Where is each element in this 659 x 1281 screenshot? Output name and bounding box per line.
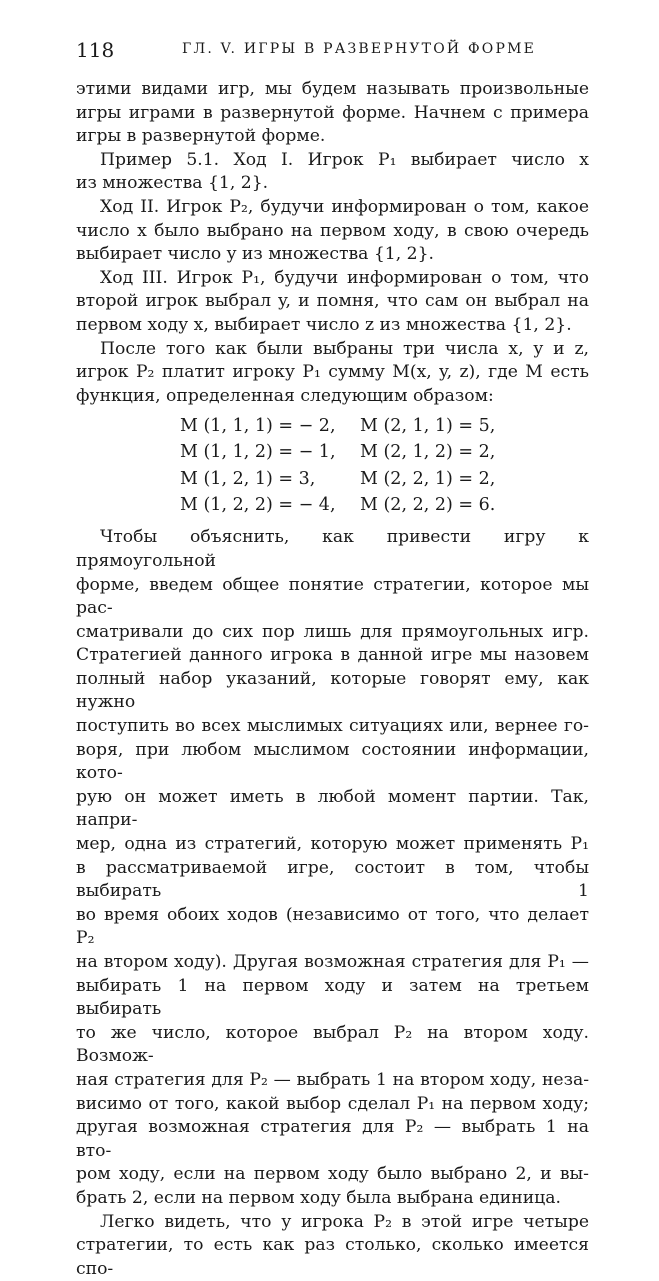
- text-line: Легко видеть, что у игрока P₂ в этой игре четыре: [100, 1211, 589, 1232]
- payoff-equations: [180, 413, 589, 519]
- equation: M (1, 2, 1) = 3,: [180, 468, 316, 489]
- text-line: выбирает число y из множества {1, 2}.: [76, 244, 435, 265]
- text-line: функция, определенная следующим образом:: [76, 385, 494, 406]
- page-number: 118: [76, 38, 115, 62]
- equation-row: [180, 466, 589, 493]
- text-line: первом ходу x, выбирает число z из множества {1, 2}.: [76, 314, 572, 335]
- text-line: полный набор указаний, которые говорят ему, как нужно: [76, 668, 589, 713]
- text-line: ная стратегия для P₂ — выбрать 1 на втором ходу, неза-: [76, 1069, 589, 1090]
- text-line: этими видами игр, мы будем называть произвольные: [76, 79, 589, 99]
- text-line: рую он может иметь в любой момент партии. Так, напри-: [76, 786, 589, 831]
- text-line: выбирать 1 на первом ходу и затем на третьем выбирать: [76, 975, 589, 1020]
- text-line: из множества {1, 2}.: [76, 173, 269, 194]
- text-line: ром ходу, если на первом ходу было выбрано 2, и вы-: [76, 1164, 589, 1185]
- text-line: форме, введем общее понятие стратегии, которое мы рас-: [76, 574, 589, 619]
- text-line: Ход II. Игрок P₂, будучи информирован о том, какое: [100, 196, 589, 217]
- text-line: стратегии, то есть как раз столько, сколько имеется спо-: [76, 1235, 589, 1279]
- equation-row: [180, 440, 589, 467]
- text-line: то же число, которое выбрал P₂ на втором ходу. Возмож-: [76, 1022, 589, 1067]
- text-line: После того как были выбраны три числа x, y и z,: [100, 338, 589, 359]
- text-line: Ход III. Игрок P₁, будучи информирован о том, что: [100, 267, 589, 288]
- text-line: другая возможная стратегия для P₂ — выбрать 1 на вто-: [76, 1117, 589, 1161]
- text-line: мер, одна из стратегий, которую может применять P₁: [76, 834, 589, 855]
- text-line: на втором ходу). Другая возможная стратегия для P₁ —: [76, 952, 589, 972]
- text-line: игры в развернутой форме.: [76, 126, 326, 147]
- text-line: в рассматриваемой игре, состоит в том, чтобы выбирать 1: [76, 857, 589, 902]
- equation: M (1, 2, 2) = − 4,: [180, 495, 336, 516]
- equation: M (2, 1, 2) = 2,: [360, 442, 496, 463]
- equation: M (1, 1, 2) = − 1,: [180, 442, 336, 463]
- text-line: висимо от того, какой выбор сделал P₁ на первом ходу;: [76, 1093, 589, 1114]
- text-line: число x было выбрано на первом ходу, в свою очередь: [76, 220, 589, 241]
- page-header: [76, 38, 589, 64]
- equation: M (1, 1, 1) = − 2,: [180, 415, 336, 436]
- text-line: брать 2, если на первом ходу была выбрана единица.: [76, 1187, 561, 1208]
- text-line: Пример 5.1. Ход I. Игрок P₁ выбирает число x: [100, 149, 589, 170]
- equation: M (2, 2, 2) = 6.: [360, 495, 496, 516]
- equation: M (2, 2, 1) = 2,: [360, 468, 496, 489]
- equation: M (2, 1, 1) = 5,: [360, 415, 496, 436]
- running-title: ГЛ. V. ИГРЫ В РАЗВЕРНУТОЙ ФОРМЕ: [182, 41, 537, 57]
- equation-row: [180, 493, 589, 520]
- text-line: второй игрок выбрал y, и помня, что сам он выбрал на: [76, 291, 589, 312]
- text-line: Стратегией данного игрока в данной игре мы назовем: [76, 645, 589, 666]
- text-line: игрок P₂ платит игроку P₁ сумму M(x, y, z), где M есть: [76, 362, 589, 383]
- text-line: Чтобы объяснить, как привести игру к прямоугольной: [76, 527, 589, 571]
- text-line: поступить во всех мыслимых ситуациях или, вернее го-: [76, 716, 589, 737]
- text-line: сматривали до сих пор лишь для прямоугольных игр.: [76, 621, 589, 642]
- text-line: игры играми в развернутой форме. Начнем с примера: [76, 102, 589, 123]
- text-line: во время обоих ходов (независимо от того, что делает P₂: [76, 904, 589, 949]
- text-line: воря, при любом мыслимом состоянии информации, кото-: [76, 739, 589, 784]
- page-body: [76, 78, 589, 1281]
- equation-row: [180, 413, 589, 440]
